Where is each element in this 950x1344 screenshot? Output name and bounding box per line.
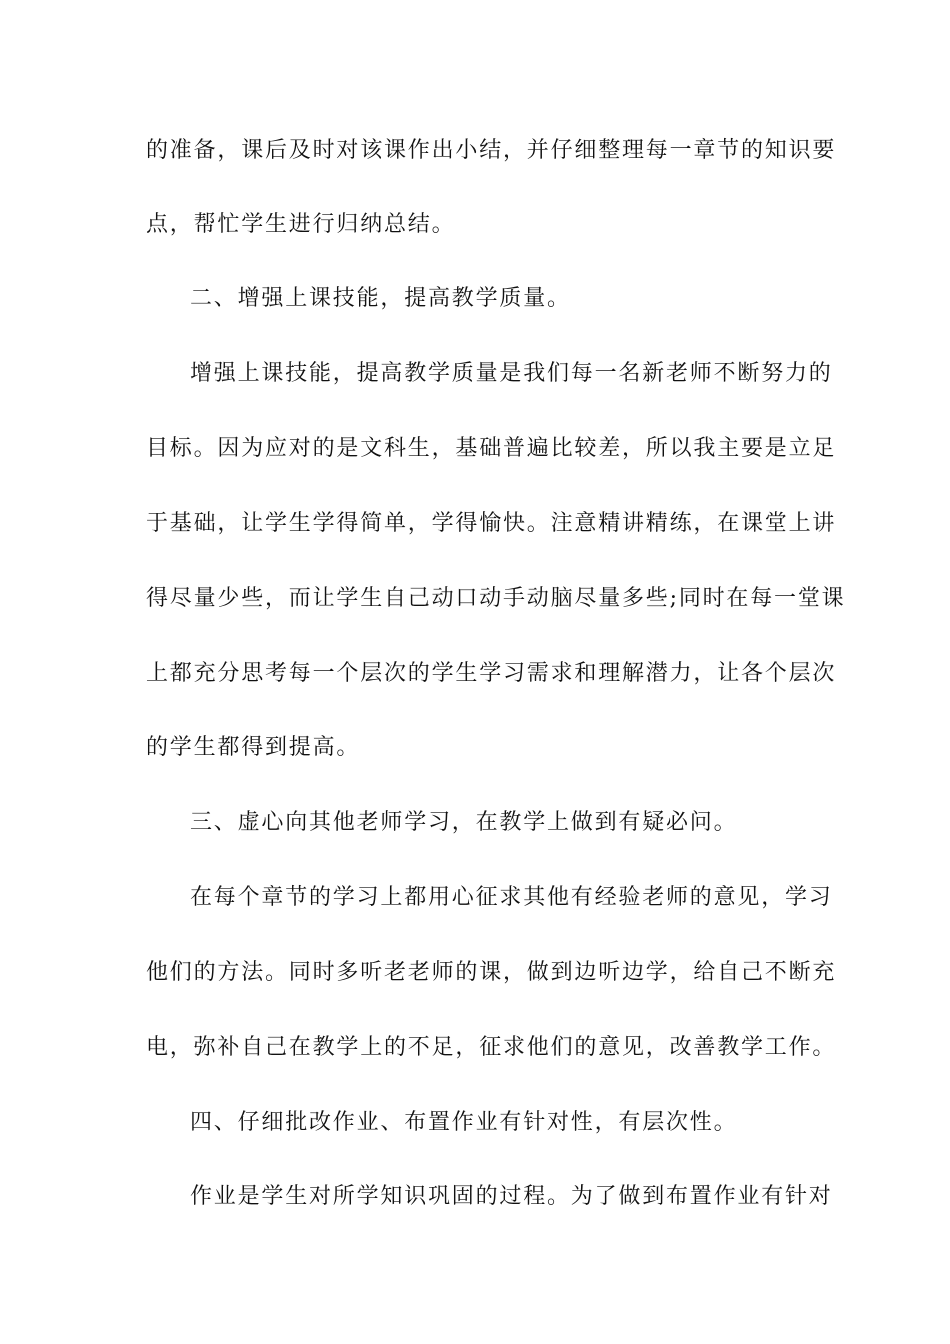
text-line-11: 在每个章节的学习上都用心征求其他有经验老师的意见，学习 — [190, 885, 833, 910]
section-heading-2: 二、增强上课技能，提高教学质量。 — [190, 286, 571, 311]
text-line-7: 得尽量少些，而让学生自己动口动手动脑尽量多些;同时在每一堂课 — [146, 586, 846, 611]
text-line-12: 他们的方法。同时多听老老师的课，做到边听边学，给自己不断充 — [146, 960, 837, 985]
text-line-4: 增强上课技能，提高教学质量是我们每一名新老师不断努力的 — [190, 361, 833, 386]
text-line-15: 作业是学生对所学知识巩固的过程。为了做到布置作业有针对 — [190, 1184, 833, 1209]
text-line-9: 的学生都得到提高。 — [146, 735, 361, 760]
section-heading-3: 三、虚心向其他老师学习，在教学上做到有疑必问。 — [190, 810, 738, 835]
section-heading-4: 四、仔细批改作业、布置作业有针对性，有层次性。 — [190, 1110, 738, 1135]
text-line-6: 于基础，让学生学得简单，学得愉快。注意精讲精练，在课堂上讲 — [146, 511, 837, 536]
text-line-8: 上都充分思考每一个层次的学生学习需求和理解潜力，让各个层次 — [146, 661, 837, 686]
text-line-1: 的准备，课后及时对该课作出小结，并仔细整理每一章节的知识要 — [146, 138, 837, 163]
text-line-5: 目标。因为应对的是文科生，基础普遍比较差，所以我主要是立足 — [146, 436, 837, 461]
text-line-2: 点，帮忙学生进行归纳总结。 — [146, 212, 456, 237]
text-line-13: 电，弥补自己在教学上的不足，征求他们的意见，改善教学工作。 — [146, 1035, 837, 1060]
